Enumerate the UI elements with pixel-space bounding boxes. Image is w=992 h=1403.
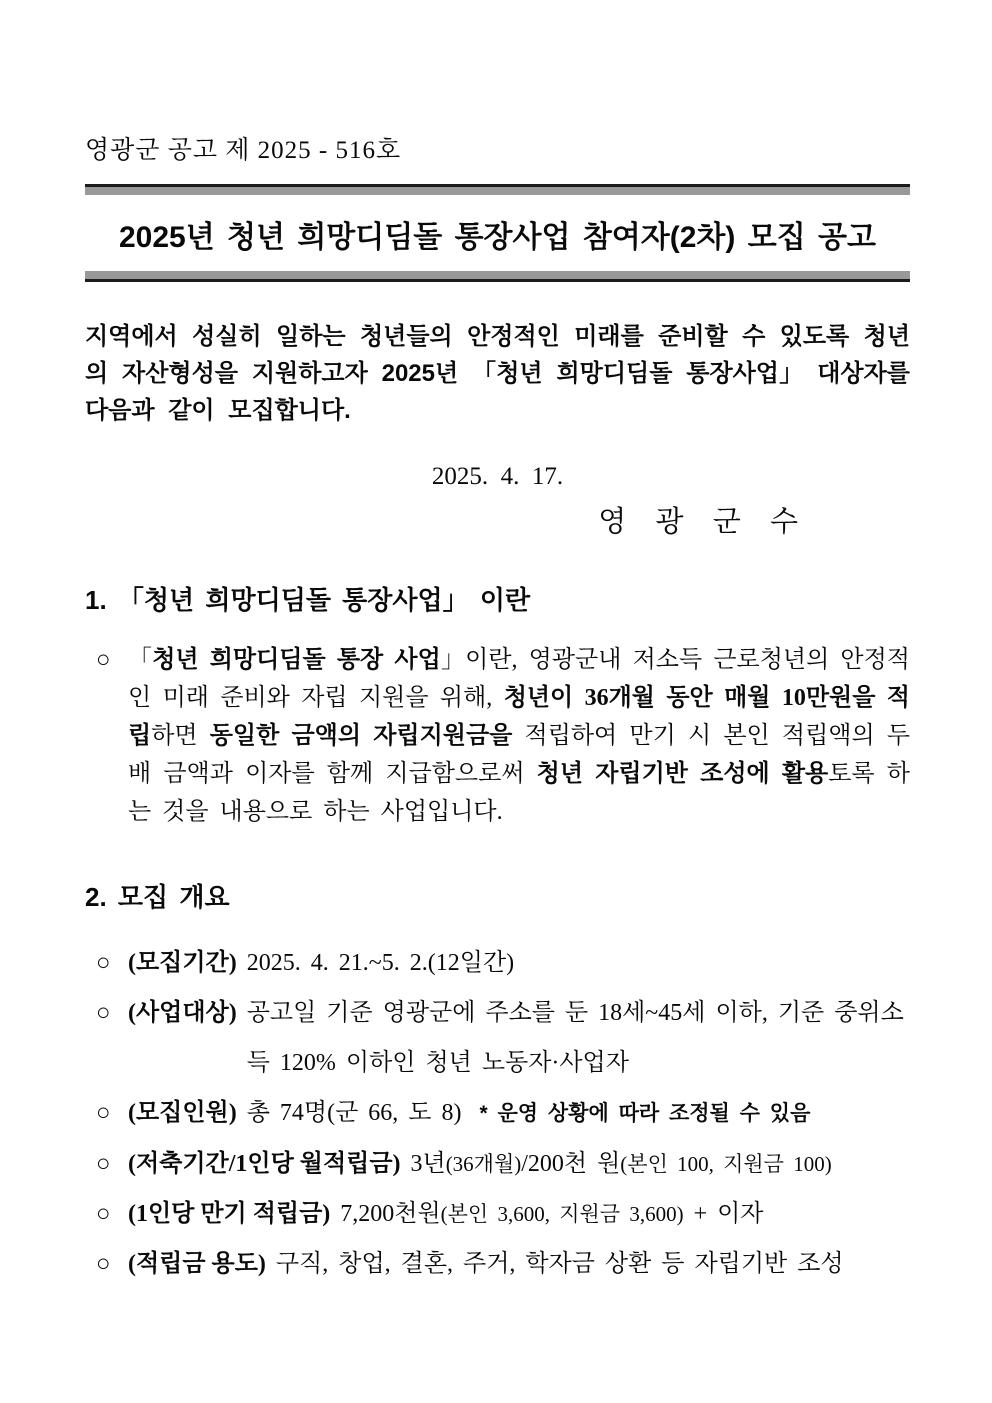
text-run: 3년	[410, 1151, 446, 1177]
announcement-date: 2025. 4. 17.	[431, 463, 564, 490]
list-item-maturity-amount	[85, 1189, 910, 1239]
list-item-headcount	[85, 1088, 910, 1139]
signer-title: 영 광 군 수	[598, 506, 798, 538]
item-label: (적립금 용도)	[128, 1251, 266, 1277]
item-label: (모집기간)	[128, 950, 237, 976]
item-text: 2025. 4. 21.~5. 2.(12일간)	[246, 950, 515, 976]
title-banner	[85, 184, 910, 282]
list-item-recruit-period	[85, 938, 910, 988]
circle-bullet-icon: ○	[96, 1201, 111, 1227]
text-run: 적립하여 만기 시 본인 적립액의 두 배 금액과 이자를 함께 지급함으로써	[128, 723, 910, 787]
circle-bullet-icon: ○	[96, 647, 111, 673]
headcount-value: 총 74명(군 66, 도 8)	[246, 1100, 462, 1126]
item-label: (사업대상)	[128, 1000, 237, 1026]
text-run-bold: 동일한 금액의 자립지원금을	[209, 723, 513, 749]
title-rule-bottom-gray	[85, 271, 910, 279]
text-run-bold: 청년 희망디딤돌 통장 사업	[152, 647, 441, 673]
circle-bullet-icon: ○	[96, 1100, 111, 1126]
section1-paragraph-text	[128, 641, 910, 831]
text-run: 7,200천원	[340, 1201, 441, 1227]
circle-bullet-icon: ○	[96, 1000, 111, 1026]
text-run: 「	[128, 647, 153, 673]
text-run: /200천 원	[521, 1151, 621, 1177]
text-run: 하면	[151, 723, 210, 749]
circle-bullet-icon: ○	[96, 1151, 111, 1177]
text-run-bold: 청년이 36개월 동안 매월 10만원을 적립	[128, 685, 910, 749]
item-text	[340, 1189, 910, 1239]
item-text: 공고일 기준 영광군에 주소를 둔 18세~45세 이하, 기준 중위소득 120% 이하인 청년 노동자·사업자	[246, 1000, 904, 1076]
item-label: (저축기간/1인당 월적립금)	[128, 1151, 401, 1177]
item-text: 구직, 창업, 결혼, 주거, 학자금 상환 등 자립기반 조성	[275, 1251, 844, 1277]
item-text	[247, 1088, 910, 1139]
text-run-bold: 청년 자립기반 조성에 활용	[536, 761, 829, 787]
text-run: + 이자	[683, 1201, 764, 1227]
circle-bullet-icon: ○	[96, 950, 111, 976]
intro-paragraph: 지역에서 성실히 일하는 청년들의 안정적인 미래를 준비할 수 있도록 청년의 자산형성을 지원하고자 2025년 「청년 희망디딤돌 통장사업」 대상자를 다음과 같이 모집합니다.	[85, 323, 910, 424]
list-item-saving-terms	[85, 1139, 910, 1189]
section2-list	[85, 938, 910, 1289]
text-run: 토록 하는 것을 내용으로 하는 사업입니다.	[128, 761, 910, 825]
item-label: (1인당 만기 적립금)	[128, 1201, 331, 1227]
text-run-small: (본인 100, 지원금 100)	[620, 1152, 832, 1176]
list-item-fund-usage	[85, 1239, 910, 1289]
text-run-small: (36개월)	[445, 1152, 522, 1176]
page-title: 2025년 청년 희망디딤돌 통장사업 참여자(2차) 모집 공고	[118, 221, 876, 254]
text-run-small: (본인 3,600, 지원금 3,600)	[440, 1202, 684, 1226]
document-number: 영광군 공고 제 2025 - 516호	[85, 137, 402, 164]
title-rule-top-gray	[85, 187, 910, 195]
item-text	[411, 1139, 911, 1189]
circle-bullet-icon: ○	[96, 1251, 111, 1277]
item-label: (모집인원)	[128, 1100, 237, 1126]
section1-paragraph	[85, 641, 910, 831]
title-rule-bottom-black	[85, 279, 910, 282]
text-run: 」이란, 영광군내 저소득 근로청년의 안정적인 미래 준비와 자립 지원을 위해,	[128, 647, 910, 711]
headcount-note: * 운영 상황에 따라 조정될 수 있음	[479, 1102, 811, 1125]
section2-heading: 2. 모집 개요	[85, 882, 230, 912]
section1-heading: 1. 「청년 희망디딤돌 통장사업」 이란	[85, 585, 531, 615]
list-item-eligibility	[85, 988, 910, 1088]
